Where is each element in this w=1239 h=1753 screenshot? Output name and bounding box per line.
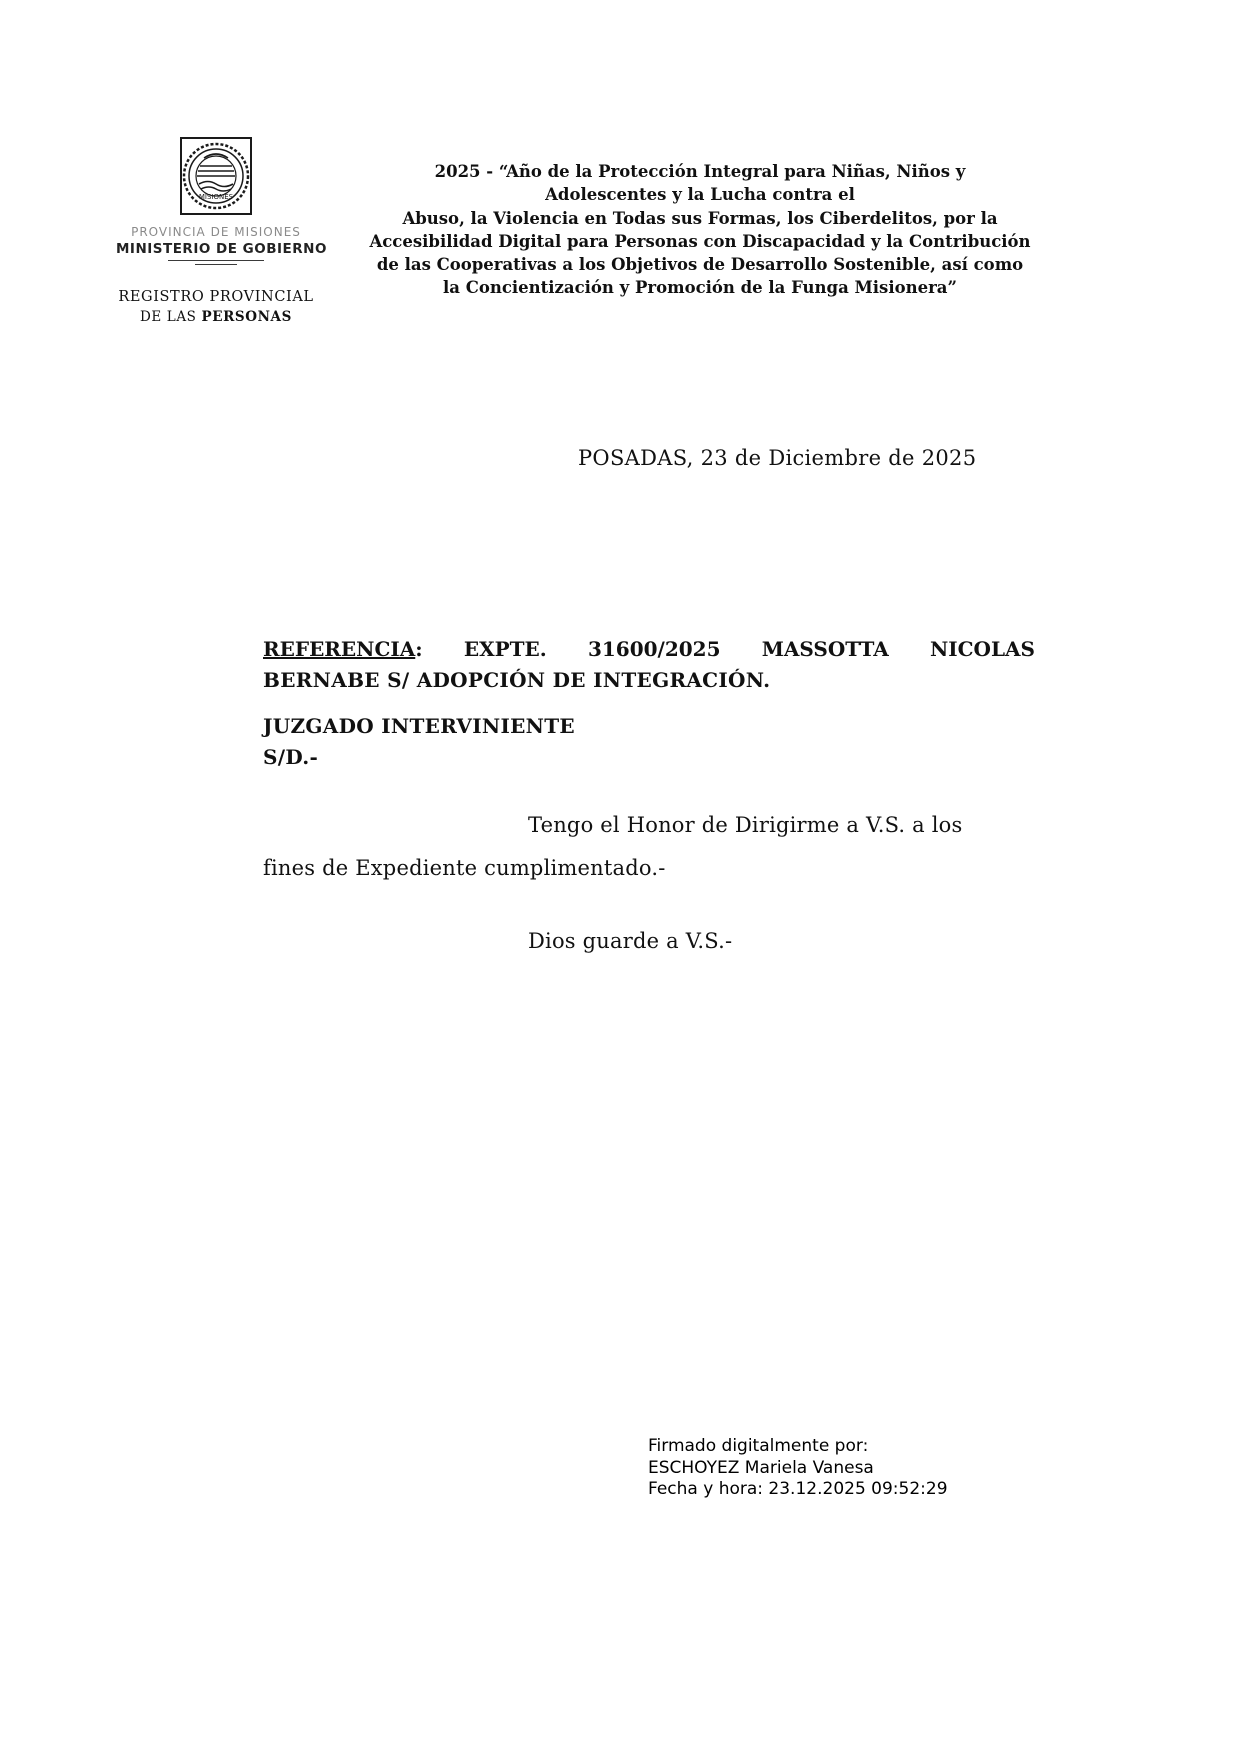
- reference-line-1: [263, 637, 1035, 661]
- signature-line-1: Firmado digitalmente por:: [648, 1436, 869, 1456]
- reference-label: REFERENCIA: [263, 637, 416, 661]
- reference-label-group: [263, 637, 423, 661]
- registry-name-line-1: REGISTRO PROVINCIAL: [118, 289, 314, 305]
- seal-text: MISIONES: [198, 193, 234, 201]
- reference-word-expediente-number: 31600/2025: [587, 637, 721, 661]
- reference-word-firstname: NICOLAS: [929, 637, 1035, 661]
- motto-line-4: Accesibilidad Digital para Personas con Discapacidad y la Contribución: [369, 231, 1031, 251]
- year-motto: [350, 160, 1050, 300]
- reference-paragraph: [263, 637, 1035, 692]
- motto-line-2: Adolescentes y la Lucha contra el: [545, 185, 855, 205]
- body-line-1: Tengo el Honor de Dirigirme a V.S. a los: [528, 813, 963, 837]
- reference-colon: :: [415, 637, 423, 661]
- ministry-rule-small: [195, 264, 237, 265]
- motto-line-5: de las Cooperativas a los Objetivos de Desarrollo Sostenible, así como: [376, 255, 1024, 275]
- registry-name-line-2: [116, 309, 316, 325]
- digital-signature-block: [648, 1436, 948, 1501]
- letterhead-logo-block: [116, 136, 327, 325]
- addressee-block: [263, 711, 575, 773]
- reference-word-surname: MASSOTTA: [761, 637, 889, 661]
- ministry-rule: [168, 260, 264, 261]
- registry-line-2-bold: PERSONAS: [201, 309, 292, 325]
- ministry-name: MINISTERIO DE GOBIERNO: [116, 241, 327, 257]
- motto-line-6: la Concientización y Promoción de la Funga Misionera”: [443, 278, 957, 298]
- province-name: PROVINCIA DE MISIONES: [131, 225, 301, 239]
- body-paragraph: [263, 804, 1038, 890]
- signature-datetime: Fecha y hora: 23.12.2025 09:52:29: [648, 1479, 948, 1499]
- dateline: POSADAS, 23 de Diciembre de 2025: [578, 446, 977, 470]
- body-line-2: fines de Expediente cumplimentado.-: [263, 856, 666, 880]
- misiones-seal-icon: [178, 136, 254, 216]
- reference-line-2: BERNABE S/ ADOPCIÓN DE INTEGRACIÓN.: [263, 668, 771, 692]
- addressee-line-1: JUZGADO INTERVINIENTE: [263, 714, 575, 738]
- registry-line-2-normal: DE LAS: [140, 309, 202, 325]
- closing-line: Dios guarde a V.S.-: [528, 929, 733, 953]
- motto-line-1: 2025 - “Año de la Protección Integral para Niñas, Niños y: [434, 162, 966, 181]
- signature-signer-name: ESCHOYEZ Mariela Vanesa: [648, 1457, 874, 1478]
- reference-word-expte: EXPTE.: [463, 637, 547, 661]
- addressee-line-2: S/D.-: [263, 745, 319, 769]
- motto-line-3: Abuso, la Violencia en Todas sus Formas, los Ciberdelitos, por la: [402, 208, 998, 228]
